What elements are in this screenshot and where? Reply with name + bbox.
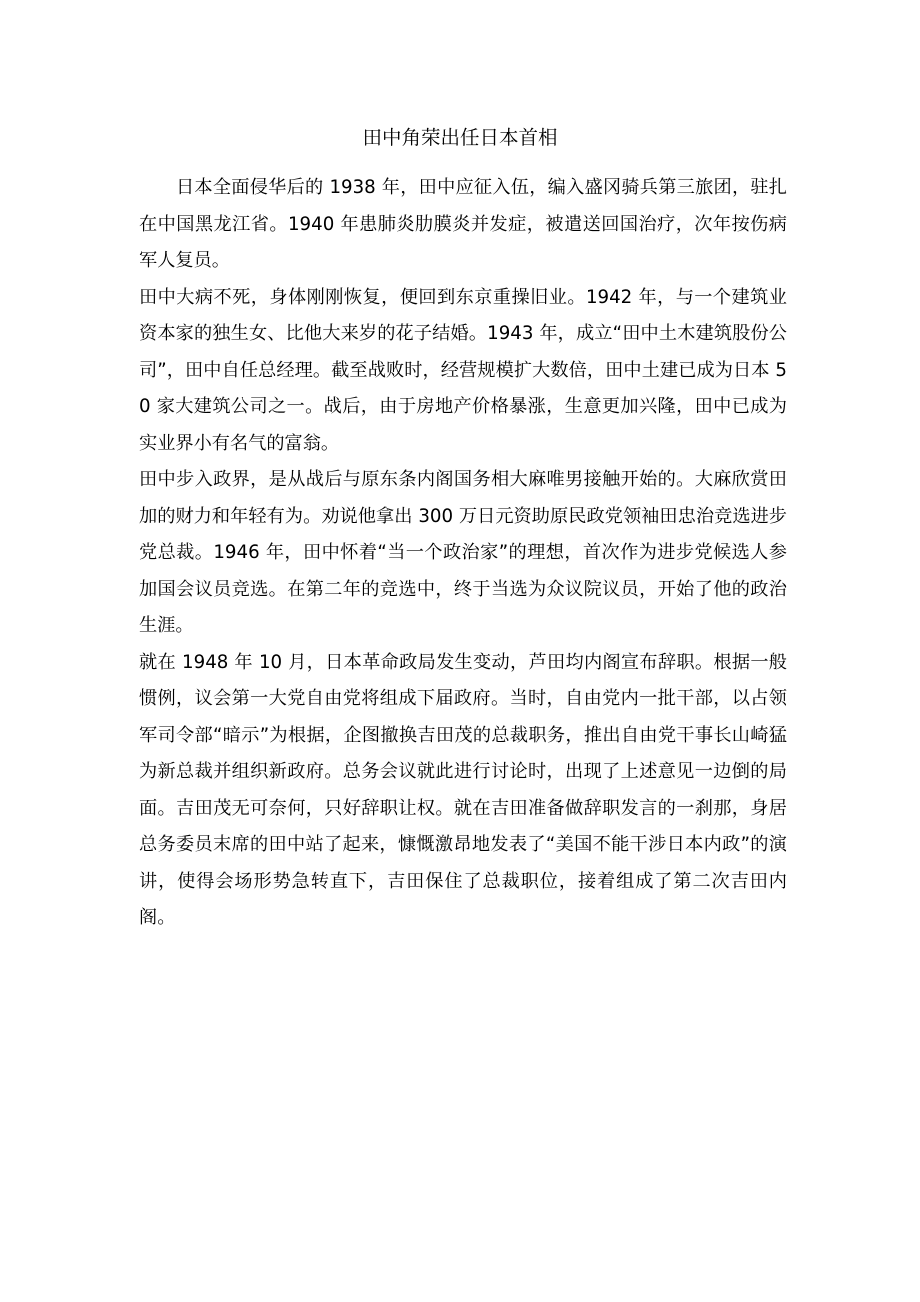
paragraph-3: 田中步入政界，是从战后与原东条内阁国务相大麻唯男接触开始的。大麻欣赏田加的财力和年轻有为。劝说他拿出 300 万日元资助原民政党领袖田忠治竞选进步党总裁。1946 年，田中怀着“当一个政治家”的理想，首次作为进步党候选人参加国会议员竞选。在第二年的竞选中，终于当选为众议院议员，开始了他的政治生涯。 bbox=[139, 469, 787, 636]
paragraph-1: 日本全面侵华后的 1938 年，田中应征入伍，编入盛冈骑兵第三旅团，驻扎在中国黑龙江省。1940 年患肺炎肋膜炎并发症，被遣送回国治疗，次年按伤病军人复员。 bbox=[139, 177, 787, 271]
paragraph-4: 就在 1948 年 10 月，日本革命政局发生变动，芦田均内阁宣布辞职。根据一般惯例，议会第一大党自由党将组成下届政府。当时，自由党内一批干部，以占领军司令部“暗示”为根据，企图撤换吉田茂的总裁职务，推出自由党干事长山崎猛为新总裁并组织新政府。总务会议就此进行讨论时，出现了上述意见一边倒的局面。吉田茂无可奈何，只好辞职让权。就在吉田准备做辞职发言的一刹那，身居总务委员末席的田中站了起来，慷慨激昂地发表了“美国不能干涉日本内政”的演讲，使得会场形势急转直下，吉田保住了总裁职位，接着组成了第二次吉田内阁。 bbox=[139, 651, 787, 928]
paragraph-2: 田中大病不死，身体刚刚恢复，便回到东京重操旧业。1942 年，与一个建筑业资本家的独生女、比他大来岁的花子结婚。1943 年，成立“田中土木建筑股份公司”，田中自任总经理。截至战败时，经营规模扩大数倍，田中土建已成为日本 50 家大建筑公司之一。战后，由于房地产价格暴涨，生意更加兴隆，田中已成为实业界小有名气的富翁。 bbox=[139, 286, 787, 454]
document-body bbox=[139, 170, 787, 937]
document-title: 田中角荣出任日本首相 bbox=[362, 126, 558, 149]
